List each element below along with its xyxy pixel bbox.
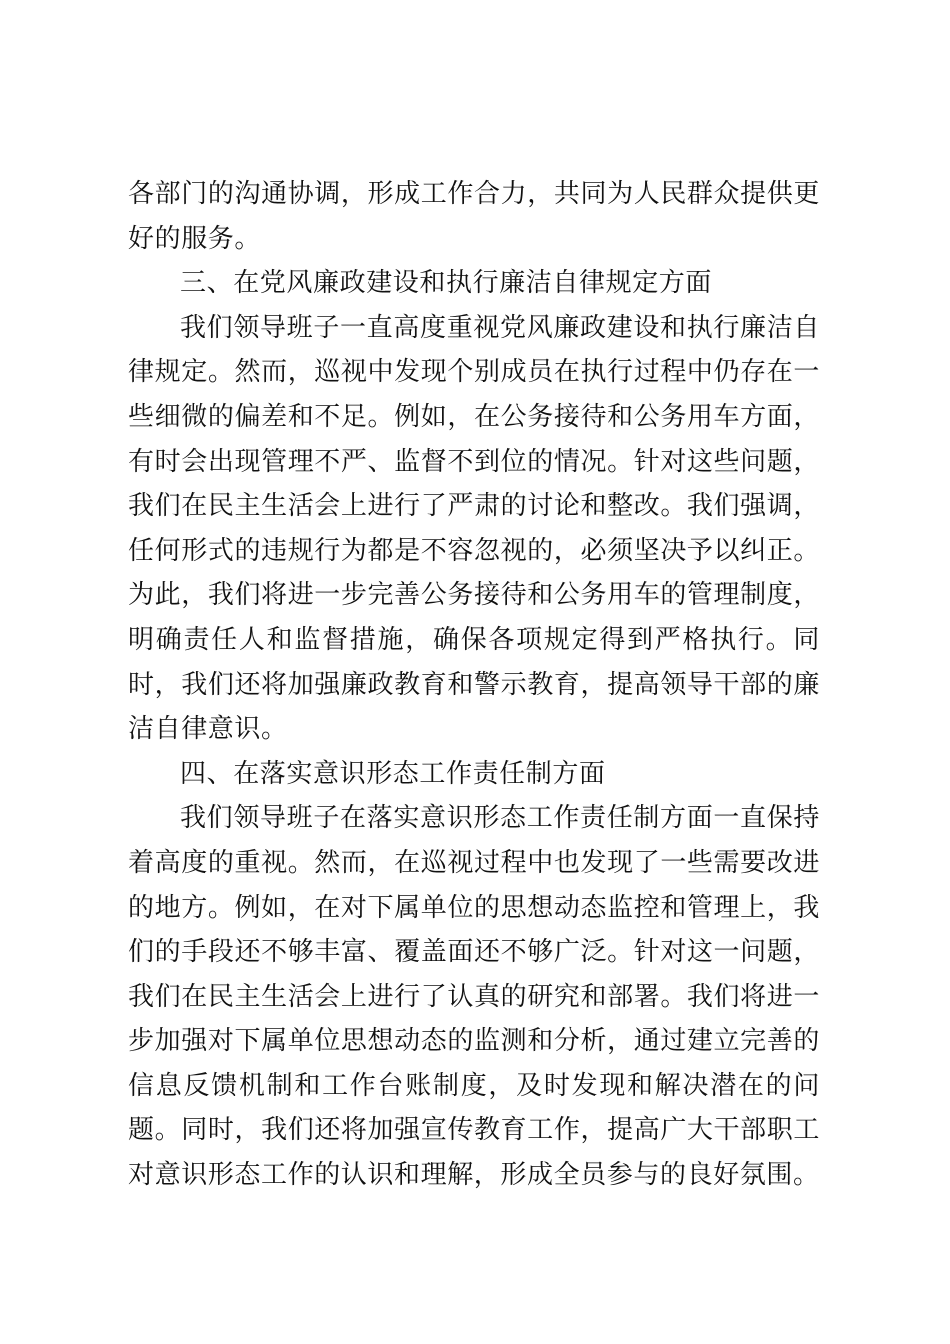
document-body bbox=[128, 172, 820, 1198]
paragraph-integrity: 我们领导班子一直高度重视党风廉政建设和执行廉洁自律规定。然而，巡视中发现个别成员在执行过程中仍存在一些细微的偏差和不足。例如，在公务接待和公务用车方面，有时会出现管理不严、监督不到位的情况。针对这些问题，我们在民主生活会上进行了严肃的讨论和整改。我们强调，任何形式的违规行为都是不容忽视的，必须坚决予以纠正。为此，我们将进一步完善公务接待和公务用车的管理制度，明确责任人和监督措施，确保各项规定得到严格执行。同时，我们还将加强廉政教育和警示教育，提高领导干部的廉洁自律意识。 bbox=[128, 312, 820, 745]
section-heading-4: 四、在落实意识形态工作责任制方面 bbox=[180, 758, 606, 789]
paragraph-ideology: 我们领导班子在落实意识形态工作责任制方面一直保持着高度的重视。然而，在巡视过程中也发现了一些需要改进的地方。例如，在对下属单位的思想动态监控和管理上，我们的手段还不够丰富、覆盖面还不够广泛。针对这一问题，我们在民主生活会上进行了认真的研究和部署。我们将进一步加强对下属单位思想动态的监测和分析，通过建立完善的信息反馈机制和工作台账制度，及时发现和解决潜在的问题。同时，我们还将加强宣传教育工作，提高广大干部职工对意识形态工作的认识和理解，形成全员参与的良好氛围。 bbox=[128, 803, 820, 1191]
paragraph-continuation: 各部门的沟通协调，形成工作合力，共同为人民群众提供更好的服务。 bbox=[128, 179, 820, 254]
section-heading-3: 三、在党风廉政建设和执行廉洁自律规定方面 bbox=[180, 268, 713, 299]
